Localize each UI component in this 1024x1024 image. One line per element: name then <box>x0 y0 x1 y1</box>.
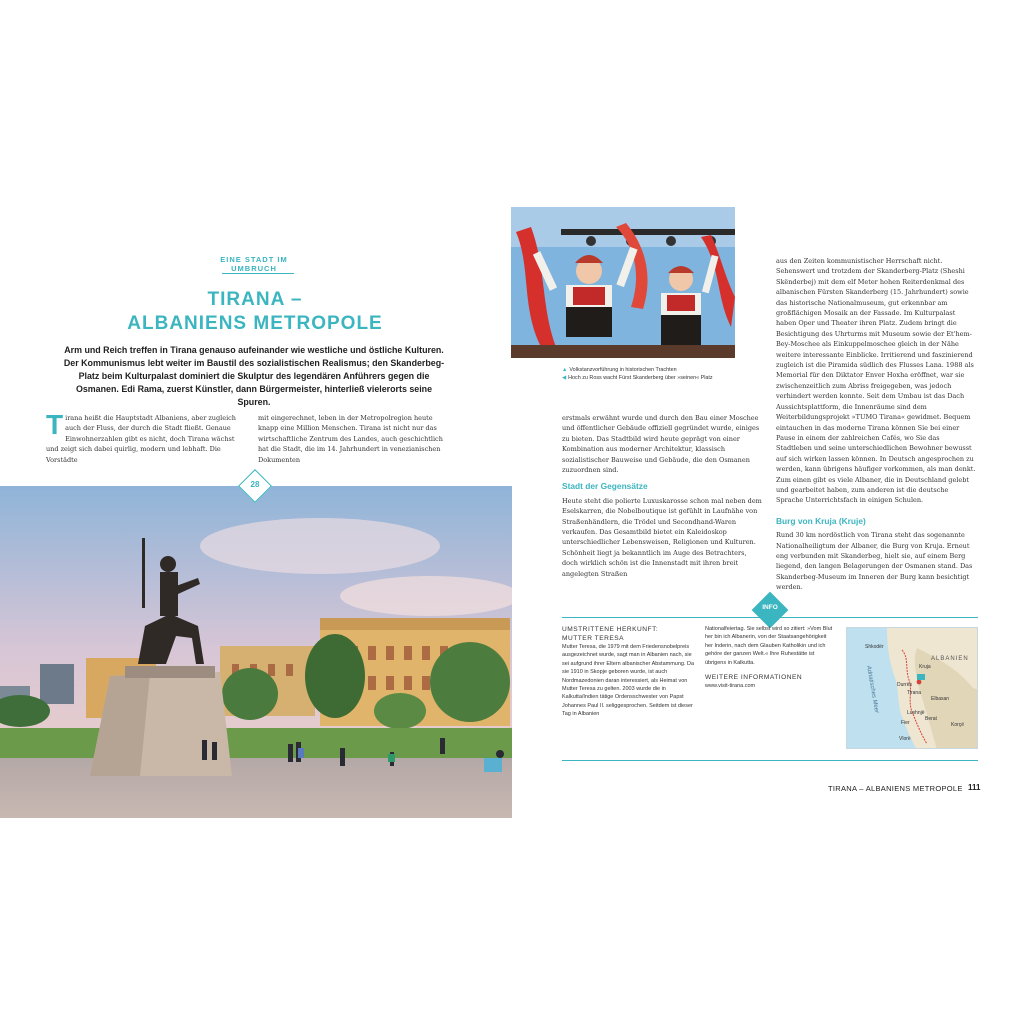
drop-cap: T <box>46 409 64 440</box>
photo-caption <box>562 366 742 382</box>
page-number: 111 <box>968 783 981 792</box>
subheading-gegensaetze: Stadt der Gegensätze <box>562 481 648 492</box>
title-line-1: TIRANA – <box>207 289 303 310</box>
info-badge-label: INFO <box>762 604 778 611</box>
map-sea-label: Adriatisches Meer <box>865 665 880 714</box>
more-info-heading: WEITERE INFORMATIONEN <box>705 674 803 682</box>
body-column-2: mit eingerechnet, leben in der Metropolregion heute knapp eine Million Menschen. Tirana ist nicht nur das wirtschaftliche Zentrum des Landes, auch geschichtlich hat die Stadt, die im 14. Jahrhundert in venezianischen Dokumenten <box>258 414 443 464</box>
caption-line-1 <box>562 366 742 374</box>
map-city-durres: Durrës <box>897 682 913 688</box>
running-head: TIRANA – ALBANIENS METROPOLE <box>828 784 963 793</box>
page-title <box>100 288 410 336</box>
map-city-lushnje: Lushnjë <box>907 710 925 716</box>
info-text-2: Nationalfeiertag. Sie selbst wird so zitiert: »Vom Blut her bin ich Albanerin, von der Staatsangehörigkeit her Inderin, nach dem Glauben Katholikin und ich gehöre der ganzen Welt.« Ihre Ruhestätte ist übrigens in Kalkutta. <box>705 626 833 666</box>
body-column-3 <box>562 413 762 579</box>
map-city-shkoder: Shkodër <box>865 644 884 650</box>
body-text-3a: erstmals erwähnt wurde und durch den Bau einer Moschee und öffentlicher Gebäude offiziell gegründet wurde, einiges zu bieten. Das Stadtbild wird heute geprägt von einer Kombination aus moderner Architektur, klassisch sozialistischer Bauweise und Gebäude, die den Osmanen zuzuordnen sind. <box>562 414 760 475</box>
body-text-4b: Rund 30 km nordöstlich von Tirana steht das sogenannte Nationalheiligtum der Albaner, die Burg von Kruja. Erneut eng verbunden mit Skanderbeg, hielt sie, auf einem Berg liegend, den langen Belagerungen der Osmanen stand. Das Skanderbeg-Museum im Inneren der Burg kann besichtigt werden. <box>776 531 973 592</box>
folk-dance-photo <box>511 207 735 358</box>
folk-dance-illustration <box>511 207 735 358</box>
map-city-tirana: Tirana <box>907 690 921 696</box>
map-city-elbasan: Elbasan <box>931 696 950 702</box>
caption-text-2: Hoch zu Ross wacht Fürst Skanderberg über »seinen« Platz <box>568 375 713 381</box>
caption-arrow-left-icon: ◀ <box>562 375 567 381</box>
map-city-vlore: Vlorë <box>899 736 911 742</box>
caption-line-2 <box>562 374 742 382</box>
subheading-kruja: Burg von Kruja (Kruje) <box>776 515 866 526</box>
visit-tirana-link[interactable]: www.visit-tirana.com <box>705 683 756 690</box>
skanderbeg-square-photo <box>0 486 512 818</box>
page-number-badge-label: 28 <box>250 480 260 489</box>
map-city-berat: Berat <box>925 716 937 722</box>
info-heading-2: MUTTER TERESA <box>562 635 625 642</box>
info-column-1 <box>562 625 696 719</box>
info-column-2 <box>705 625 835 690</box>
info-bottom-rule <box>562 760 978 761</box>
lead-paragraph: Arm und Reich treffen in Tirana genauso aufeinander wie westliche und östliche Kulturen. Der Kommunismus lebt weiter im Baustil des sozialistischen Realismus; den Skanderbeg-Platz beim Kulturpalast dominiert die Skulptur des legendären Anführers gegen die Osmanen. Edi Rama, zuerst Künstler, dann Bürgermeister, hinterließ vielerorts seine Spuren. <box>63 345 445 407</box>
map-city-kruja: Kruja <box>919 664 931 670</box>
albania-map <box>846 627 978 749</box>
info-heading-1: UMSTRITTENE HERKUNFT: <box>562 626 659 633</box>
body-column-1 <box>46 409 242 465</box>
body-text: irana heißt die Hauptstadt Albaniens, aber zugleich auch der Fluss, der durch die Stadt fließt. Genaue Einwohnerzahlen gibt es nicht, doch Tirana wächst und zeigt sich dabei quirlig, modern und lebhaft. Die Vorstädte <box>46 414 236 464</box>
map-city-fier: Fier <box>901 720 910 726</box>
section-kicker: EINE STADT IM UMBRUCH <box>220 255 288 273</box>
title-line-2: ALBANIENS METROPOLE <box>127 313 383 334</box>
caption-text-1: Volkstanzvorführung in historischen Trachten <box>569 367 677 373</box>
caption-arrow-up-icon: ▲ <box>562 367 568 373</box>
map-country-label: ALBANIEN <box>931 656 969 662</box>
body-text-4a: aus den Zeiten kommunistischer Herrschaft nicht. Sehenswert und trotzdem der Skanderberg-Platz (Sheshi Skënderbej) mit dem elf Meter hohen Reiterdenkmal des albanischen Fürsten Skanderberg (15. Jahrhundert) sowie das historische Nationalmuseum, gut erkennbar am großflächigen Mosaik an der Fassade. Im Kulturpalast haben Oper und Theater ihren Platz. Zudem bringt die Besichtigung des Uhrturms mit Museum sowie der Et'hem-Bey-Moschee als Einkuppelmoschee gleich in der Nähe weitere interessante Einblicke. Irritierend und faszinierend zugleich ist die Piramida südlich des Flusses Lana. 1988 als Memorial für den Diktator Enver Hoxha eröffnet, war sie zwischenzeitlich zum Abriss freigegeben, was jedoch verhindert werden konnte. Seit dem Umbau ist das Dach Aussichtsplattform, die Innenräume sind dem Weiterbildungsprojekt »TUMO Tirana« gewidmet. Bequem eintauchen in das moderne Tirana können Sie bei einer Pause in einem der zahlreichen Cafés, wo Sie das Stadtleben und seine unterschiedlichen Bewohner bewusst auf sich wirken lassen können. In Deutsch angesprochen zu werden, kann übrigens häufiger vorkommen, als man denkt. Zum einen gibt es viele Albaner, die in Deutschland gelebt und gearbeitet haben, zum anderen ist die deutsche Sprache Unterrichtsfach in einigen Schulen. <box>776 257 976 505</box>
body-column-4 <box>776 256 976 593</box>
body-text-3b: Heute steht die polierte Luxuskarosse schon mal neben dem Eselskarren, die Nobelboutique ist gefühlt in Laufnähe von Straßenhändlern, die Trödel und Secondhand-Waren verkaufen. Das Gesamtbild bietet ein Kaleidoskop unterschiedlicher Lebensweisen, Religionen und Kulturen. Schönheit liegt ja bekanntlich im Auge des Betrachters, doch wirklich schön ist die Innenstadt mit ihren breit angelegten Straßen <box>562 496 762 578</box>
info-text-1: Mutter Teresa, die 1979 mit dem Friedensnobelpreis ausgezeichnet wurde, sagt man in Albanien nach, sie sei aufgrund ihrer Eltern albanischer Abstammung. Da sie 1910 in Skopje geboren wurde, ist auch Nordmazedonien daran interessiert, als Heimat von Mutter Teresa zu gelten. 2003 wurde die in Kalkutta/Indien tätige Ordensschwester von Papst Johannes Paul II. seliggesprochen. Seitdem ist dieser Tag in Albanien <box>562 644 695 718</box>
map-city-korce: Korçë <box>951 722 965 728</box>
kicker-divider <box>222 273 294 274</box>
map-illustration <box>847 628 978 749</box>
photo-illustration <box>0 486 512 818</box>
